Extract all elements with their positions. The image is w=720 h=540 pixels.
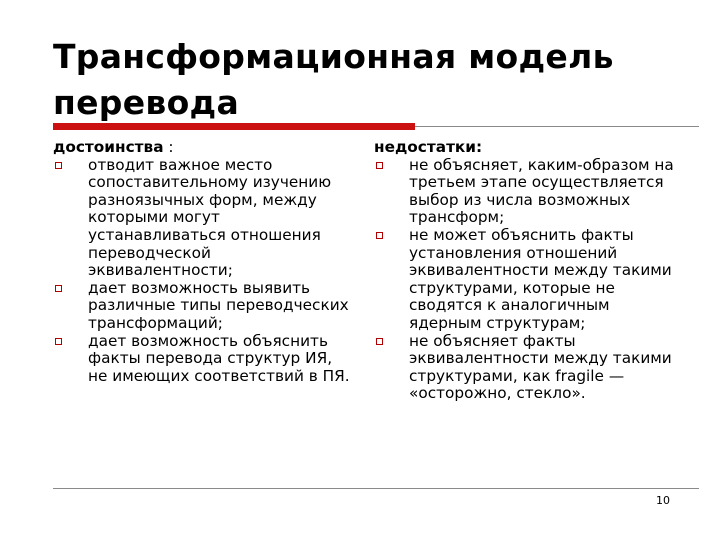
square-bullet-icon bbox=[376, 232, 383, 239]
advantages-heading bbox=[53, 139, 353, 157]
disadvantages-heading: недостатки: bbox=[374, 138, 483, 156]
square-bullet-icon bbox=[55, 162, 62, 169]
advantages-column bbox=[53, 139, 353, 385]
advantages-list bbox=[53, 157, 353, 386]
slide-title: Трансформационная модель перевода bbox=[53, 37, 614, 122]
list-item bbox=[374, 333, 674, 403]
advantages-heading-text: достоинства bbox=[53, 138, 164, 156]
square-bullet-icon bbox=[55, 285, 62, 292]
list-item-text: дает возможность выявить различные типы переводческих трансформаций; bbox=[88, 278, 349, 332]
square-bullet-icon bbox=[55, 338, 62, 345]
list-item bbox=[374, 157, 674, 227]
disadvantages-list bbox=[374, 157, 674, 403]
advantages-heading-suffix: : bbox=[163, 138, 174, 156]
list-item bbox=[374, 227, 674, 333]
square-bullet-icon bbox=[376, 338, 383, 345]
title-accent-bar bbox=[53, 123, 415, 130]
footer-divider bbox=[53, 488, 699, 489]
page-number: 10 bbox=[656, 494, 670, 507]
disadvantages-column bbox=[374, 139, 674, 403]
list-item-text: не объясняет факты эквивалентности между такими структурами, как fragile — «осторожно, стекло». bbox=[409, 331, 672, 403]
list-item-text: не может объяснить факты установления отношений эквивалентности между такими структурами, которые не сводятся к аналогичным ядерным структурам; bbox=[409, 225, 672, 332]
list-item-text: отводит важное место сопоставительному изучению разноязычных форм, между которыми могут устанавливаться отношения переводческой эквивалентности; bbox=[88, 155, 332, 280]
list-item bbox=[53, 333, 353, 386]
list-item-text: не объясняет, каким-образом на третьем этапе осуществляется выбор из числа возможных трансформ; bbox=[409, 155, 674, 227]
list-item bbox=[53, 157, 353, 280]
list-item bbox=[53, 280, 353, 333]
list-item-text: дает возможность объяснить факты перевода структур ИЯ, не имеющих соответствий в ПЯ. bbox=[88, 331, 350, 385]
square-bullet-icon bbox=[376, 162, 383, 169]
